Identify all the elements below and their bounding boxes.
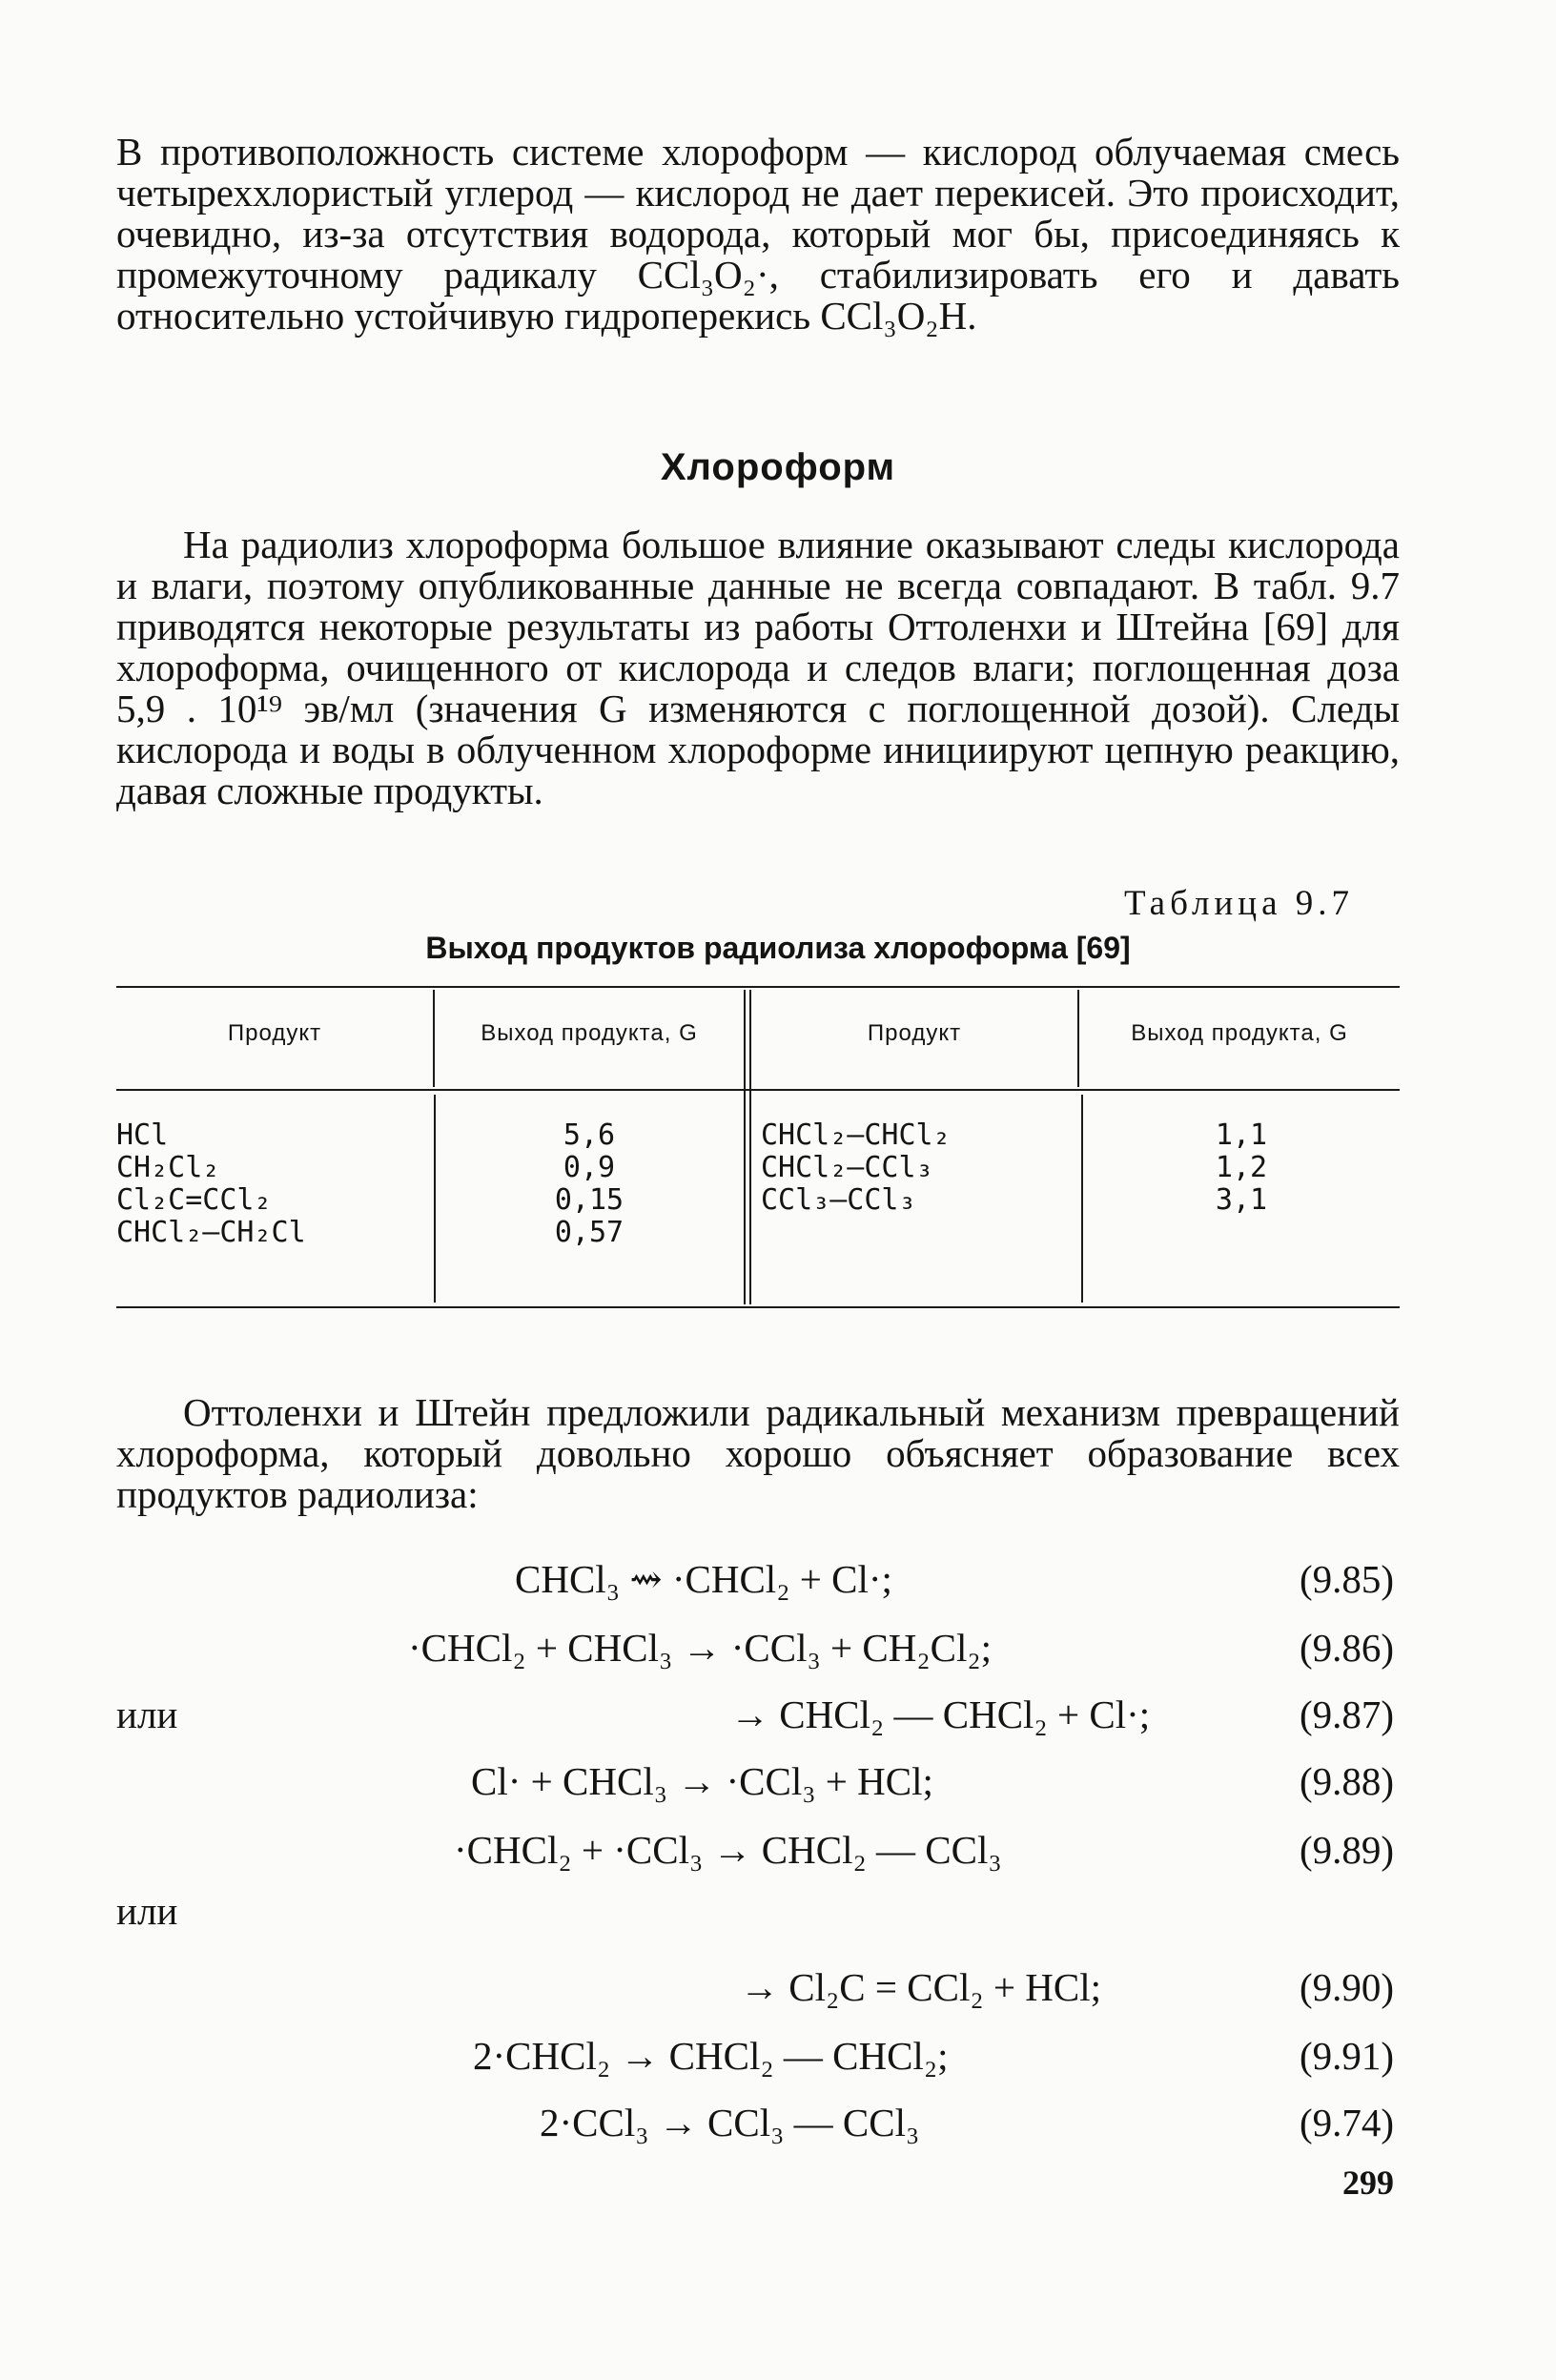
left-yields-column — [435, 1119, 744, 1249]
body-paragraph: На радиолиз хлороформа большое влияние оказывают следы кислорода и влаги, поэтому опубликованные данные не всегда совпадают. В табл. 9.7 приводятся некоторые результаты из работы Оттоленхи и Штейна [69] для хлороформа, очищенного от кислорода и следов влаги; поглощенная доза 5,9 . 10¹⁹ эв/мл (значения G изменяются с поглощенной дозой). Следы кислорода и воды в облученном хлороформе инициируют цепную реакцию, давая сложные продукты. — [116, 523, 1400, 812]
left-products-column — [116, 1119, 431, 1249]
yield-cell: 3,1 — [1215, 1183, 1268, 1217]
equation-number: (9.87) — [1299, 1693, 1394, 1736]
table-top-rule — [116, 986, 1400, 988]
equation-row — [0, 1758, 1556, 1806]
yield-cell: 0,15 — [554, 1183, 624, 1217]
equation-expression: CHCl₃ ⇝ ·CHCl₂ + Cl·; — [515, 1557, 892, 1601]
yield-table — [116, 986, 1400, 1308]
table-header-rule — [116, 1089, 1400, 1091]
product-cell: CHCl₂—CCl₃ — [761, 1151, 933, 1184]
yield-cell: 1,2 — [1215, 1151, 1268, 1184]
equation-row — [0, 1827, 1556, 1875]
product-cell: HCl — [116, 1118, 169, 1152]
table-bottom-rule — [116, 1306, 1400, 1308]
equation-number: (9.88) — [1299, 1759, 1394, 1803]
yield-cell: 0,9 — [563, 1151, 616, 1184]
yield-cell: 1,1 — [1215, 1118, 1268, 1152]
header-product: Продукт — [227, 1020, 322, 1046]
equation-number: (9.74) — [1299, 2101, 1394, 2144]
intro-paragraph: В противоположность системе хлороформ — кислород облучаемая смесь четыреххлористый углерод — кислород не дает перекисей. Это происходит, очевидно, из-за отсутствия водорода, который мог бы, присоединяясь к промежуточному радикалу CCl₃O₂·, стабилизировать его и давать относительно устойчивую гидроперекись CCl₃O₂H. — [116, 130, 1400, 338]
equation-row — [0, 2100, 1556, 2147]
equation-prefix: или — [116, 1693, 178, 1736]
equation-number: (9.90) — [1299, 1965, 1394, 2009]
equation-prefix: или — [116, 1889, 178, 1933]
equation-expression: ·CHCl₂ + CHCl₃ → ·CCl₃ + CH₂Cl₂; — [408, 1626, 993, 1670]
equation-row — [0, 2033, 1556, 2081]
equation-row — [0, 1556, 1556, 1604]
equation-expression: Cl· + CHCl₃ → ·CCl₃ + HCl; — [471, 1759, 933, 1803]
section-heading: Хлороформ — [660, 446, 896, 488]
table-caption: Выход продуктов радиолиза хлороформа [69] — [425, 931, 1131, 965]
table-label: Таблица 9.7 — [1124, 884, 1354, 923]
yield-cell: 0,57 — [554, 1216, 624, 1249]
equation-row — [0, 1888, 1556, 1936]
equation-expression: → CHCl₂ — CHCl₂ + Cl·; — [730, 1693, 1151, 1736]
equation-expression: 2·CHCl₂ → CHCl₂ — CHCl₂; — [473, 2034, 949, 2078]
equation-row — [0, 1964, 1556, 2012]
product-cell: CCl₃—CCl₃ — [761, 1183, 916, 1217]
equation-expression: → Cl₂C = CCl₂ + HCl; — [740, 1965, 1101, 2009]
equation-number: (9.85) — [1299, 1557, 1394, 1601]
yield-cell: 5,6 — [563, 1118, 616, 1152]
equation-number: (9.89) — [1299, 1828, 1394, 1872]
right-products-column — [761, 1119, 1075, 1217]
page-number: 299 — [1342, 2164, 1394, 2202]
equation-row — [0, 1625, 1556, 1672]
header-yield: Выход продукта, G — [1131, 1020, 1348, 1046]
right-yields-column — [1083, 1119, 1400, 1217]
header-yield: Выход продукта, G — [481, 1020, 698, 1046]
product-cell: CHCl₂—CH₂Cl — [116, 1216, 306, 1249]
header-product: Продукт — [867, 1020, 962, 1046]
product-cell: CH₂Cl₂ — [116, 1151, 220, 1184]
product-cell: CHCl₂—CHCl₂ — [761, 1118, 951, 1152]
equation-number: (9.91) — [1299, 2034, 1394, 2078]
mechanism-paragraph: Оттоленхи и Штейн предложили радикальный механизм превращений хлороформа, который довольно хорошо объясняет образование всех продуктов радиолиза: — [116, 1390, 1400, 1516]
equation-row — [0, 1692, 1556, 1739]
product-cell: Cl₂C=CCl₂ — [116, 1183, 272, 1217]
table-double-divider — [744, 990, 746, 1304]
equation-expression: 2·CCl₃ → CCl₃ — CCl₃ — [540, 2101, 920, 2144]
equation-number: (9.86) — [1299, 1626, 1394, 1670]
equation-expression: ·CHCl₂ + ·CCl₃ → CHCl₂ — CCl₃ — [454, 1828, 1002, 1872]
